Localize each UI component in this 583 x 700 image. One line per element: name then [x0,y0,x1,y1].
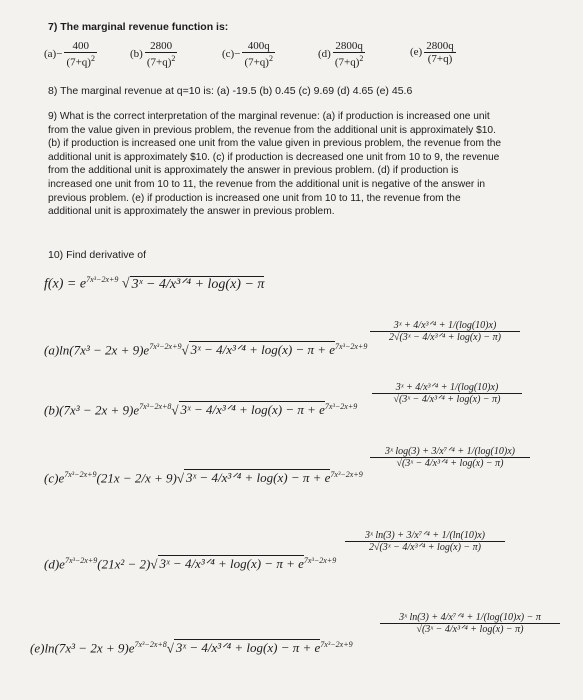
q7-option-d [318,40,367,69]
answer-b-left: (7x³ − 2x + 9)e [59,402,140,418]
q7-c-den: $(7+q)^2$ [244,54,273,69]
q7-b-den: $(7+q)^2$ [146,54,176,69]
q10-answer-c: $(c)e^{7x^3-2x+9}(21x - 2/x + 9)√$ 3ˣ − 4/x³ᐟ⁴ + $\log(x) - \pi + e^{7x^3-2x+9}$ [44,470,363,486]
q10-answer-b: $(b)(7x^3 - 2x + 9)e^{7x^3-2x+8}√$ 3ˣ − 4/x³ᐟ⁴ + $\log(x) - \pi + e^{7x^3-2x+9}$ [44,402,358,418]
q7-c-label: (c) [222,47,235,60]
q9-line: from the value given in previous problem, the revenue from the additional unit is approximately $10. [48,124,496,136]
q7-title [48,20,228,34]
q10-f-root: 3ˣ − 4/x³ᐟ⁴ + log(x) − π [131,276,265,292]
q7-e-den: (7+q) [427,53,453,65]
q7-a-label: (a) [44,47,57,60]
q9-line: (b) if production is increased one unit from the value given in previous problem, the revenue from the [48,138,502,150]
answer-d-exp2: 7x³−2x+9 [303,556,337,565]
q9-line: from the additional unit is approximately the answer in previous problem. (d) if production is [48,165,459,177]
answer-e-label: (e) [30,640,45,656]
answer-a-root: 3ˣ − 4/x³ᐟ⁴ + log(x) − π + e [190,342,336,358]
answer-c-left: e [58,470,65,486]
q10-answer-d: $(d)e^{7x^3-2x+9}(21x^2 - 2)√$ 3ˣ − 4/x³ᐟ⁴ + $\log(x) - \pi + e^{7x^3-2x+9}$ [44,556,337,572]
q10-title: 10) Find derivative of [48,249,147,261]
q7-title-text: 7) The marginal revenue function is: [48,21,229,33]
answer-b-den: √(3ˣ − 4/x³ᐟ⁴ + log(x) − π) [393,394,501,405]
answer-c-label: (c) [44,470,59,486]
answer-a-left: ln(7x³ − 2x + 9)e [59,342,150,358]
q10-answer-e: $(e)\ln(7x^3 - 2x + 9)e^{7x^3-2x+8}√$ 3ˣ − 4/x³ᐟ⁴ + $\log(x) - \pi + e^{7x^3-2x+9}$ [30,640,353,656]
answer-e-num: 3ˣ ln(3) + 4/x⁷ᐟ⁴ + 1/(log(10)x) − π [380,612,560,624]
q7-option-a: (a)− $\frac{400}{(7+q)^2}$ [44,40,95,69]
answer-e-exp2: 7x³−2x+9 [320,640,353,649]
answer-b-root: 3ˣ − 4/x³ᐟ⁴ + log(x) − π + e [180,402,325,418]
answer-c-exp2: 7x³−2x+9 [330,470,363,479]
q10-answer-c-fraction [370,446,530,469]
q10-f-prefix: f(x) = e [44,276,87,292]
q7-a-num: 400 [64,40,97,53]
q7-option-c: (c)− $\frac{400q}{(7+q)^2}$ [222,40,273,69]
answer-d-left: e [59,556,65,572]
q8-text: 8) The marginal revenue at q=10 is: (a) -19.5 (b) 0.45 (c) 9.69 (d) 4.65 (e) 45.6 [48,85,413,97]
answer-b-num: 3ˣ + 4/x³ᐟ⁴ + 1/(log(10)x) [372,382,522,394]
q10-f-exp: 7x³−2x+9 [86,275,119,284]
q10-function: $f(x) = e^{7x^3-2x+9}$ √ 3ˣ − 4/x³ᐟ⁴ + log(x) − π [44,275,265,292]
answer-b-exp2: 7x³−2x+9 [324,402,358,411]
q7-b-label: (b) [130,47,143,60]
q7-option-b [130,40,179,69]
answer-c-mid: (21x − 2/x + 9) [96,470,177,486]
q10-answer-b-fraction [372,382,522,405]
q9-line: increased one unit from 10 to 11, the revenue from the additional unit is negative of the answer in [48,178,486,190]
answer-c-num: 3ˣ log(3) + 3/x⁷ᐟ⁴ + 1/(log(10)x) [370,446,530,458]
answer-c-exp: 7x³−2x+9 [64,470,97,479]
answer-a-den: 2√(3ˣ − 4/x³ᐟ⁴ + log(x) − π) [388,332,502,343]
q9-line: previous problem. (e) if production is increased one unit from 10 to 11, the revenue from the [48,192,461,204]
answer-a-label: (a) [44,342,60,358]
q10-answer-a: $(a)\ln(7x^3 - 2x + 9)e^{7x^3-2x+9}√$ 3ˣ − 4/x³ᐟ⁴ + $\log(x) - \pi + e^{7x^3-2x+9}$ [44,342,368,358]
q9-line: 9) What is the correct interpretation of the marginal revenue: (a) if production is increased one unit [48,111,490,122]
q7-option-e [410,40,458,65]
answer-e-den: √(3ˣ − 4/x³ᐟ⁴ + log(x) − π) [416,624,524,635]
q7-e-label: (e) [410,46,423,59]
answer-a-exp: 7x³−2x+9 [149,342,182,351]
q7-d-label: (d) [318,47,331,60]
answer-d-label: (d) [44,556,60,572]
answer-e-exp: 7x³−2x+8 [134,640,167,649]
q10-answer-a-fraction [370,320,520,343]
q7-a-den: $(7+q)^2$ [66,54,95,69]
answer-b-label: (b) [44,402,60,418]
answer-d-num: 3ˣ ln(3) + 3/x⁷ᐟ⁴ + 1/(ln(10)x) [345,530,505,542]
answer-e-left: ln(7x³ − 2x + 9)e [44,640,135,656]
answer-d-root: 3ˣ − 4/x³ᐟ⁴ + log(x) − π + e [159,556,304,572]
q7-e-num: 2800q [426,40,454,52]
q10-answer-e-fraction [380,612,560,635]
answer-a-exp2: 7x³−2x+9 [335,342,368,351]
q7-c-num: 400q [242,40,275,53]
answer-d-mid: (21x² − 2) [97,556,151,572]
q10-answer-d-fraction [345,530,505,553]
q7-b-num: 2800 [145,40,178,53]
answer-c-root: 3ˣ − 4/x³ᐟ⁴ + log(x) − π + e [186,470,331,486]
answer-e-root: 3ˣ − 4/x³ᐟ⁴ + log(x) − π + e [175,640,321,656]
q9-paragraph [48,110,538,219]
q7-d-den: $(7+q)^2$ [334,54,364,69]
answer-c-den: √(3ˣ − 4/x³ᐟ⁴ + log(x) − π) [396,458,504,469]
q9-line: additional unit is approximately $10. (c) if production is decreased one unit from 10 to 9, the revenue [48,151,500,163]
answer-a-num: 3ˣ + 4/x³ᐟ⁴ + 1/(log(10)x) [370,320,520,332]
q7-d-num: 2800q [333,40,366,53]
answer-d-exp: 7x³−2x+9 [64,556,98,565]
q9-line: additional unit is approximately the answer in previous problem. [48,206,335,218]
answer-d-den: 2√(3ˣ − 4/x³ᐟ⁴ + log(x) − π) [368,542,482,553]
answer-b-exp: 7x³−2x+8 [139,402,172,411]
